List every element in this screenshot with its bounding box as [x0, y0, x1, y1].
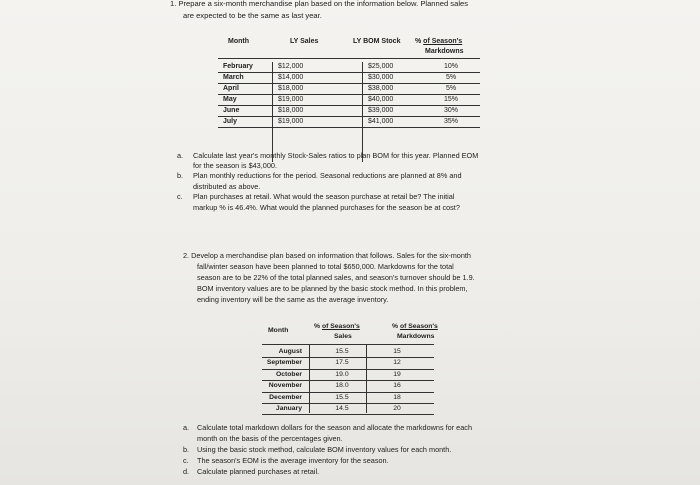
q1-th-ly-bom: LY BOM Stock	[353, 38, 401, 45]
q1-item-a-letter: a.	[177, 151, 184, 160]
q1-item-b-line1: Plan monthly reductions for the period. Seasonal reductions are planned at 8% and	[193, 171, 462, 180]
q2-th-markdowns-line2: Markdowns	[397, 333, 435, 340]
q2-item-a-letter: a.	[183, 423, 190, 432]
q1-item-a-line2: for the season is $43,000.	[193, 161, 277, 170]
q1-th-markdowns: % of Season's	[415, 38, 463, 45]
q1-table-body	[218, 62, 480, 128]
q2-th-month: Month	[268, 327, 289, 334]
q1-th-ly-sales: LY Sales	[290, 38, 319, 45]
table-row: November 18.0 16	[268, 382, 401, 390]
q2-table-body	[262, 347, 434, 415]
q1-th-month: Month	[228, 38, 249, 45]
q1-heading-line2: are expected to be the same as last year.	[183, 11, 322, 20]
q1-heading-line1: 1. Prepare a six-month merchandise plan based on the information below. Planned sales	[170, 0, 469, 8]
q2-item-c-letter: c.	[183, 456, 189, 465]
row-rule	[218, 127, 480, 128]
table-row: April $18,000 $38,000 5%	[223, 85, 457, 92]
q1-header-rule	[218, 58, 480, 59]
q2-item-b-letter: b.	[183, 445, 190, 454]
q2-item-a-line2: month on the basis of the percentages given.	[197, 434, 343, 443]
q2-th-sales-line2: Sales	[334, 333, 352, 340]
table-row: September 17.5 12	[266, 359, 401, 367]
q2-item-a-line1: Calculate total markdown dollars for the season and allocate the markdowns for each	[197, 423, 472, 432]
q2-th-markdowns: % of Season's	[392, 323, 438, 330]
table-row: May $19,000 $40,000 15%	[223, 96, 458, 103]
q2-item-d-letter: d.	[183, 467, 190, 476]
table-row: February $12,000 $25,000 10%	[223, 63, 458, 70]
q2-th-sales: % of Season's	[314, 323, 360, 330]
q2-item-c-line1: The season's EOM is the average inventory for the season.	[197, 456, 389, 465]
q1-item-b-line2: distributed as above.	[193, 182, 261, 191]
table-row: August 15.5 15	[278, 348, 401, 355]
q2-line1: 2. Develop a merchandise plan based on information that follows. Sales for the six-month	[183, 251, 471, 260]
q1-item-a-line1: Calculate last year's monthly Stock-Sales ratios to plan BOM for this year. Planned EOM	[193, 151, 479, 160]
table-row: June $18,000 $39,000 30%	[223, 107, 458, 114]
table-row: December 15.5 18	[269, 393, 401, 401]
table-row: July $19,000 $41,000 35%	[223, 118, 458, 125]
q2-line4: BOM inventory values are to be planned by the basic stock method. In this problem,	[197, 284, 468, 293]
table-row: January 14.5 20	[275, 404, 401, 412]
q2-line3: season are to be 22% of the total planned sales, and season's turnover should be 1.9.	[197, 273, 475, 282]
table-row: March $14,000 $30,000 5%	[223, 74, 457, 81]
q2-header-rule	[262, 344, 434, 345]
row-rule	[262, 414, 434, 415]
q1-item-b-letter: b.	[177, 171, 184, 180]
q1-item-c-letter: c.	[177, 192, 183, 201]
q1-item-c-line2: markup % is 46.4%. What would the planned purchases for the season be at cost?	[193, 203, 460, 212]
q1-th-markdowns-line2: Markdowns	[425, 48, 464, 55]
q2-line5: ending inventory will be the same as the average inventory.	[197, 295, 389, 304]
q1-item-c-line1: Plan purchases at retail. What would the season purchase at retail be? The initial	[193, 192, 455, 201]
q2-item-b-line1: Using the basic stock method, calculate BOM inventory values for each month.	[197, 445, 452, 454]
q2-line2: fall/winter season have been planned to total $650,000. Markdowns for the total	[197, 262, 454, 271]
q2-item-d-line1: Calculate planned purchases at retail.	[197, 467, 320, 476]
table-row: October 19.0 19	[275, 370, 401, 378]
